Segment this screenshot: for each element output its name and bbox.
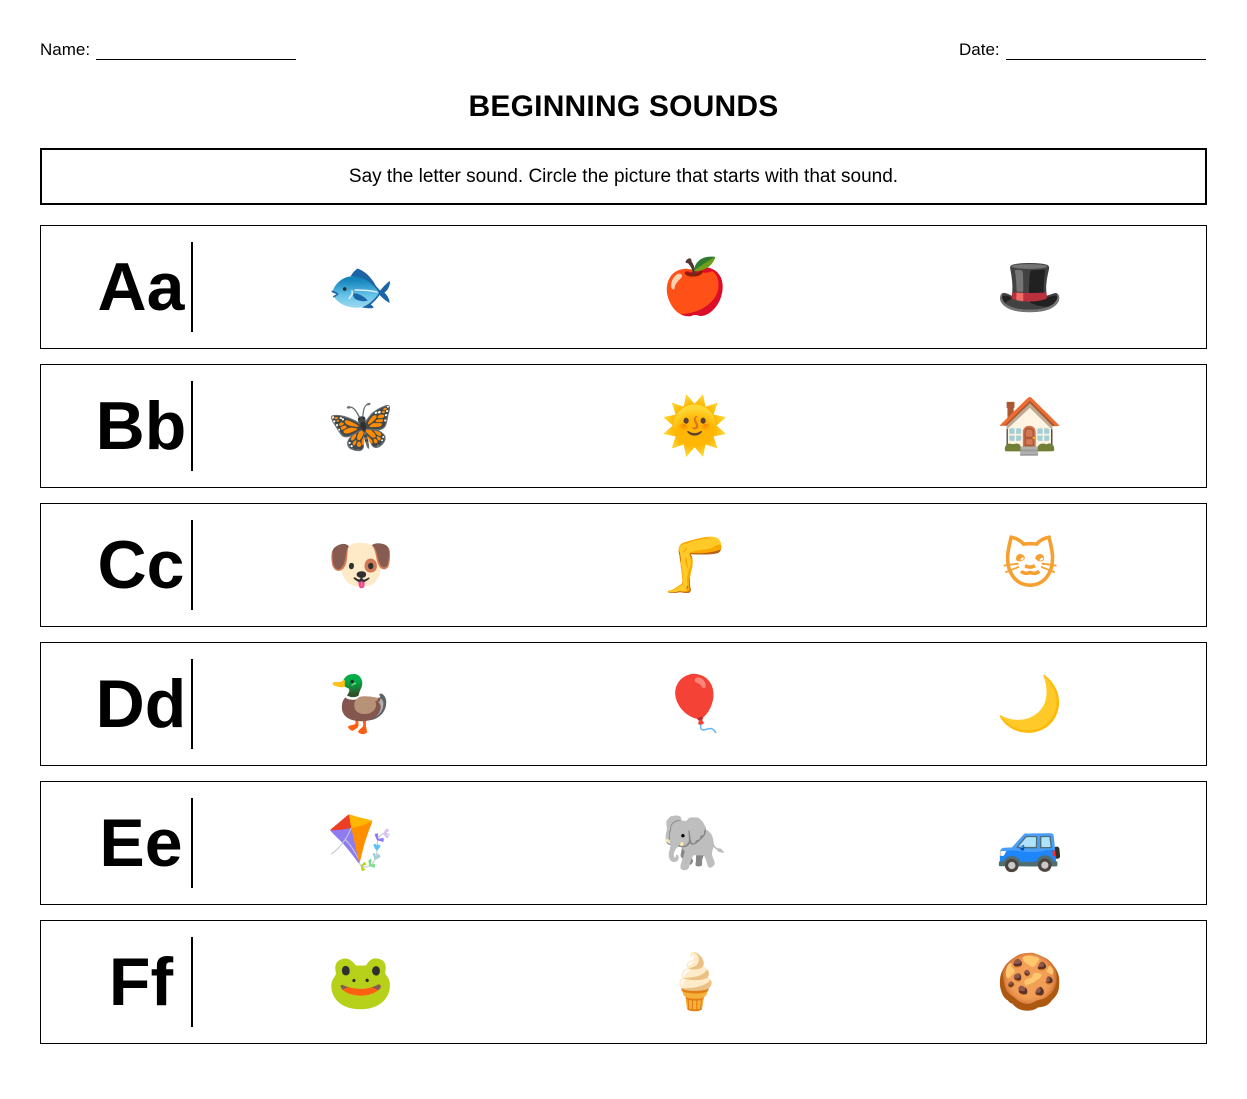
letter-rows [40,225,1207,1059]
letter-label: Ff [108,944,174,1020]
house-icon[interactable]: 🏠 [996,394,1064,457]
name-blank-line[interactable] [96,45,296,60]
letter-row-b [40,364,1207,488]
divider [191,659,193,749]
letter-label: Cc [97,527,185,603]
letter-row-e [40,781,1207,905]
elephant-icon[interactable]: 🐘 [661,811,729,874]
letter-label: Dd [95,666,187,742]
balloon-icon[interactable]: 🎈 [661,672,729,735]
divider [191,520,193,610]
frog-icon[interactable]: 🐸 [327,950,395,1013]
name-label: Name: [40,40,91,59]
divider [191,242,193,332]
page-title: BEGINNING SOUNDS [468,90,779,123]
moon-icon[interactable]: 🌙 [996,672,1064,735]
instructions-box [40,148,1207,205]
letter-row-c [40,503,1207,627]
sun-icon[interactable]: 🌞 [661,394,729,457]
car-icon[interactable]: 🚙 [996,811,1064,874]
duck-icon[interactable]: 🦆 [327,672,395,735]
cat-icon[interactable]: 🐱 [1001,533,1059,596]
divider [191,798,193,888]
date-label: Date: [959,40,1000,59]
date-field[interactable] [959,40,1206,60]
instructions-text: Say the letter sound. Circle the picture that starts with that sound. [348,165,899,187]
top-hat-icon[interactable]: 🎩 [996,255,1064,318]
leg-icon[interactable]: 🦵 [661,533,729,596]
fish-icon[interactable]: 🐟 [327,255,395,318]
divider [191,381,193,471]
letter-label: Bb [95,388,187,464]
letter-label: Ee [99,805,183,881]
letter-row-d [40,642,1207,766]
ice-cream-icon[interactable]: 🍦 [661,950,729,1013]
letter-label: Aa [97,249,185,325]
letter-row-f [40,920,1207,1044]
apple-icon[interactable]: 🍎 [661,255,729,318]
dog-icon[interactable]: 🐶 [327,533,395,596]
name-field[interactable] [40,40,296,60]
cookie-icon[interactable]: 🍪 [996,950,1064,1013]
butterfly-icon[interactable]: 🦋 [327,394,395,457]
letter-row-a [40,225,1207,349]
divider [191,937,193,1027]
kite-icon[interactable]: 🪁 [327,811,395,874]
date-blank-line[interactable] [1006,45,1206,60]
